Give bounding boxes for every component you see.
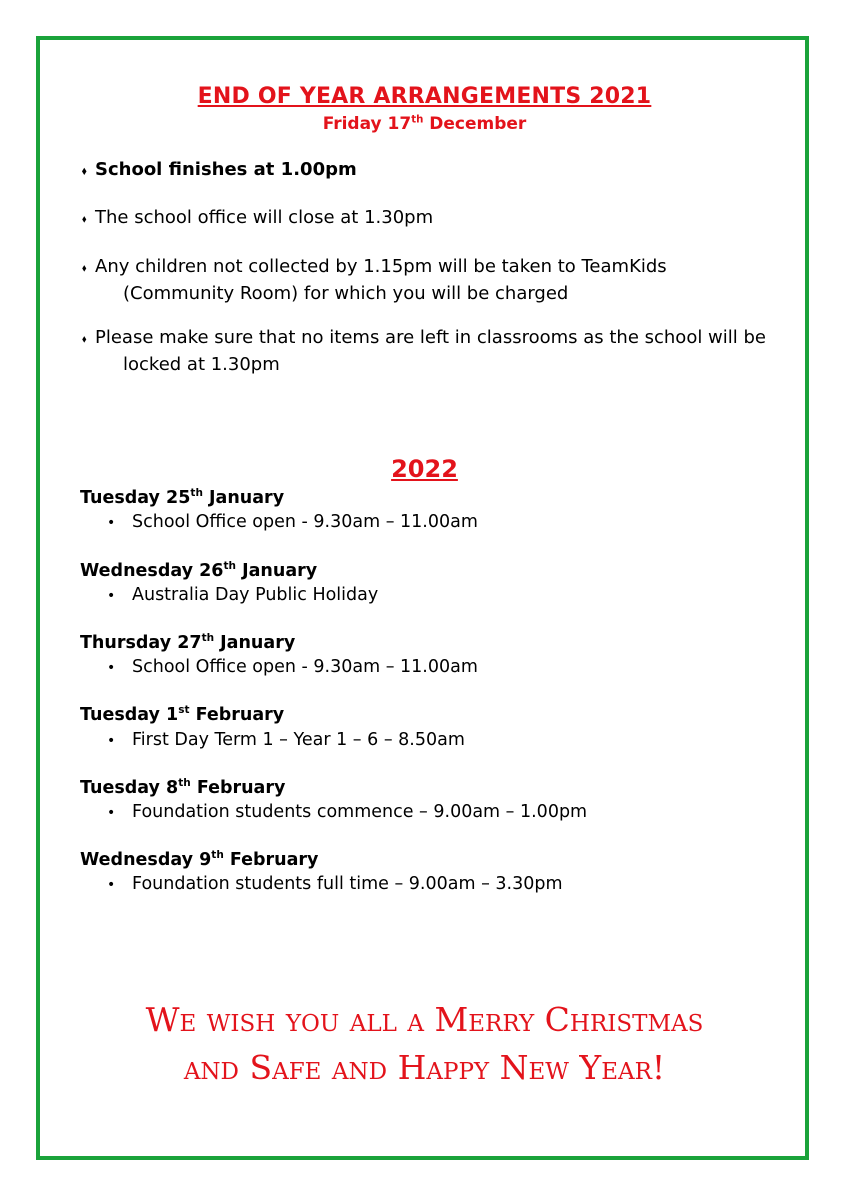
schedule-item: • School Office open - 9.30am – 11.00am xyxy=(107,512,478,532)
schedule-item: • Australia Day Public Holiday xyxy=(107,585,379,605)
note-text: The school office will close at 1.30pm xyxy=(95,207,434,228)
event-date-month: December xyxy=(423,114,527,134)
schedule-day: Wednesday 9th February xyxy=(80,849,319,870)
schedule-item: • School Office open - 9.30am – 11.00am xyxy=(107,657,478,677)
note-item xyxy=(82,325,782,377)
diamond-bullet-icon: ⬧ xyxy=(82,334,87,345)
bullet-icon: • xyxy=(107,660,116,676)
diamond-bullet-icon: ⬧ xyxy=(82,214,87,225)
bullet-icon: • xyxy=(107,733,116,749)
schedule-day: Tuesday 25th January xyxy=(80,487,285,508)
schedule-day: Tuesday 1st February xyxy=(80,704,285,725)
event-date xyxy=(0,114,849,134)
diamond-bullet-icon: ⬧ xyxy=(82,263,87,274)
schedule-item: • Foundation students full time – 9.00am – 3.30pm xyxy=(107,874,563,894)
closing-message-line-2: and Safe and Happy New Year! xyxy=(183,1048,666,1087)
note-text-continued: locked at 1.30pm xyxy=(123,354,280,375)
note-text: School finishes at 1.00pm xyxy=(95,159,357,180)
bullet-icon: • xyxy=(107,588,116,604)
event-date-suffix: th xyxy=(411,114,424,126)
schedule-day: Wednesday 26th January xyxy=(80,560,318,581)
schedule-item: • Foundation students commence – 9.00am – 1.00pm xyxy=(107,802,588,822)
bullet-icon: • xyxy=(107,515,116,531)
note-text: Please make sure that no items are left in classrooms as the school will be xyxy=(95,327,767,348)
page-title: END OF YEAR ARRANGEMENTS 2021 xyxy=(197,84,652,109)
bullet-icon: • xyxy=(107,805,116,821)
schedule-item: • First Day Term 1 – Year 1 – 6 – 8.50am xyxy=(107,730,465,750)
note-item xyxy=(82,205,782,232)
schedule-day: Tuesday 8th February xyxy=(80,777,286,798)
diamond-bullet-icon: ⬧ xyxy=(82,166,87,177)
schedule-day: Thursday 27th January xyxy=(80,632,296,653)
year-heading: 2022 xyxy=(391,455,458,483)
note-text-continued: (Community Room) for which you will be charged xyxy=(123,283,569,304)
note-text: Any children not collected by 1.15pm will be taken to TeamKids xyxy=(95,256,667,277)
closing-message-line-1: We wish you all a Merry Christmas xyxy=(145,1000,704,1039)
note-item xyxy=(82,254,782,306)
note-item xyxy=(82,157,782,184)
event-date-day: Friday 17 xyxy=(322,114,412,134)
bullet-icon: • xyxy=(107,877,116,893)
